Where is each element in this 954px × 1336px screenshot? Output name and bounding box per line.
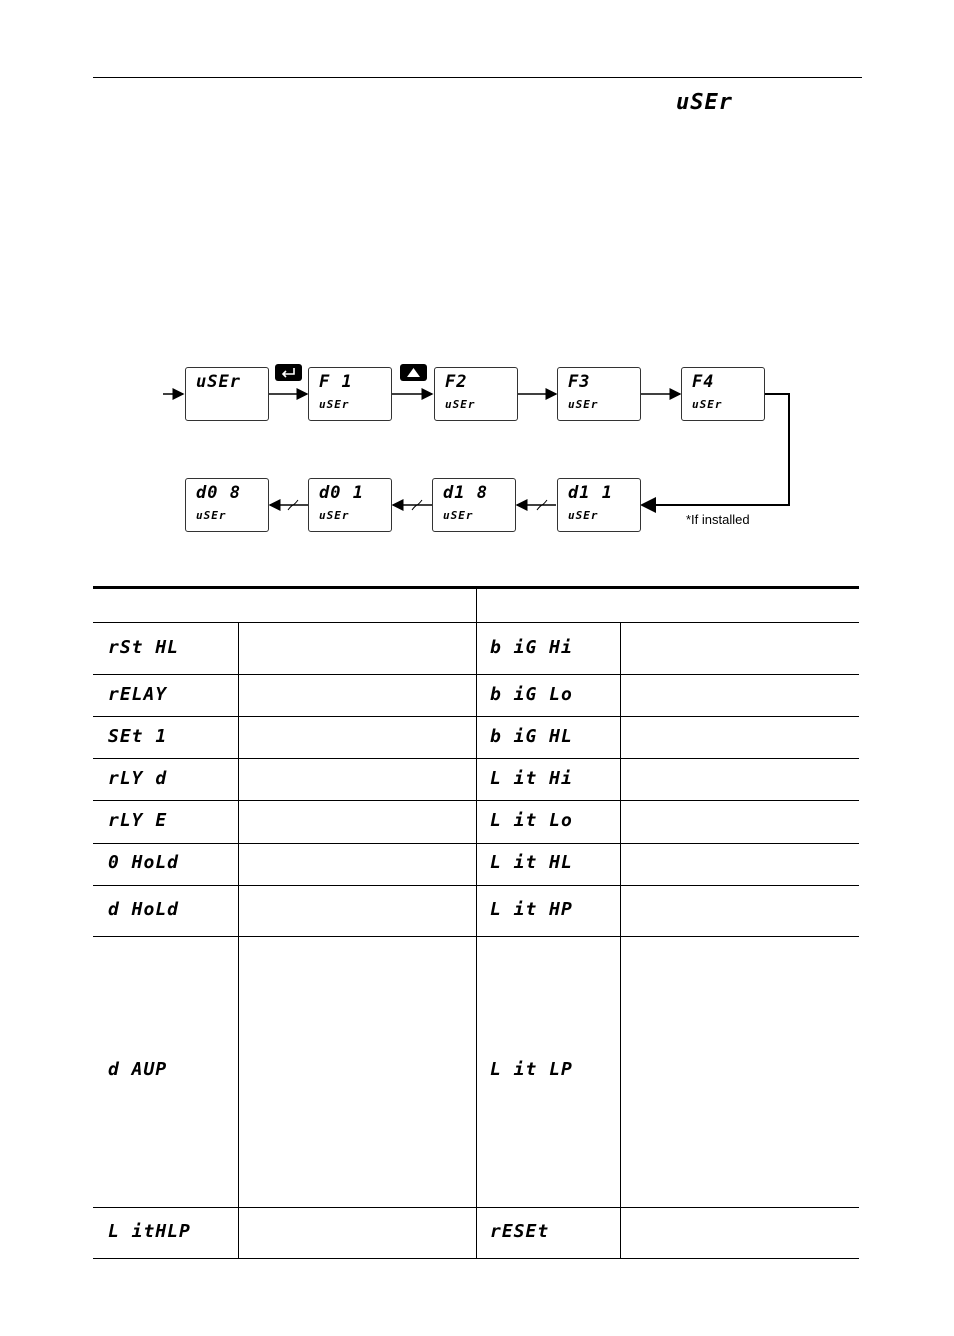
flow-box-f3 [557,367,641,421]
flow-box-main: F2 [445,372,468,392]
table-code-right: b iG HL [490,726,573,747]
flow-box-main: uSEr [196,372,241,392]
table-code-left: rELAY [108,684,168,705]
flow-box-sub: uSEr [692,398,723,411]
flow-box-sub: uSEr [445,398,476,411]
table-code-right: b iG Hi [490,637,573,658]
table-code-right: L it HP [490,899,573,920]
table-code-left: rSt HL [108,637,180,658]
table-code-left: rLY E [108,810,168,831]
flow-box-di8 [432,478,516,532]
table-row-rule [93,800,859,801]
table-row-rule [93,936,859,937]
flow-box-sub: uSEr [443,509,474,522]
flow-connectors [0,0,954,560]
table-row-rule [93,1207,859,1208]
flow-box-main: d0 1 [319,483,364,503]
table-row-rule [93,885,859,886]
flow-box-main: d0 8 [196,483,241,503]
table-code-right: rESEt [490,1221,550,1242]
flow-box-main: d1 8 [443,483,488,503]
flow-box-do8 [185,478,269,532]
flow-box-sub: uSEr [568,509,599,522]
up-key-icon [400,364,427,381]
table-code-right: b iG Lo [490,684,573,705]
table-row-rule [93,1258,859,1259]
flow-box-sub: uSEr [568,398,599,411]
table-code-right: L it HL [490,852,573,873]
table-code-right: L it LP [490,1059,573,1080]
table-code-right: L it Hi [490,768,573,789]
flow-box-user [185,367,269,421]
if-installed-note: *If installed [686,512,750,527]
table-code-left: L itHLP [108,1221,191,1242]
table-code-left: SEt 1 [108,726,168,747]
flow-box-sub: uSEr [319,509,350,522]
table-row-rule [93,674,859,675]
table-row-rule [93,843,859,844]
table-col-divider-right [620,622,621,1259]
flow-box-sub: uSEr [196,509,227,522]
flow-box-f2 [434,367,518,421]
flow-box-main: F 1 [319,372,353,392]
table-code-left: 0 HoLd [108,852,180,873]
table-code-left: d AUP [108,1059,168,1080]
table-code-left: d HoLd [108,899,180,920]
flow-box-di1 [557,478,641,532]
flow-box-f1 [308,367,392,421]
table-row-rule [93,758,859,759]
flow-box-f4 [681,367,765,421]
flow-box-main: F4 [692,372,715,392]
flow-box-main: F3 [568,372,591,392]
flow-box-do1 [308,478,392,532]
table-code-right: L it Lo [490,810,573,831]
flow-box-sub: uSEr [319,398,350,411]
table-col-divider-left [238,622,239,1259]
table-center-divider [476,589,477,1259]
table-row-rule [93,622,859,623]
enter-key-icon [275,364,302,381]
flow-box-main: d1 1 [568,483,613,503]
table-row-rule [93,716,859,717]
menu-display-label: uSEr [676,90,733,115]
table-code-left: rLY d [108,768,168,789]
